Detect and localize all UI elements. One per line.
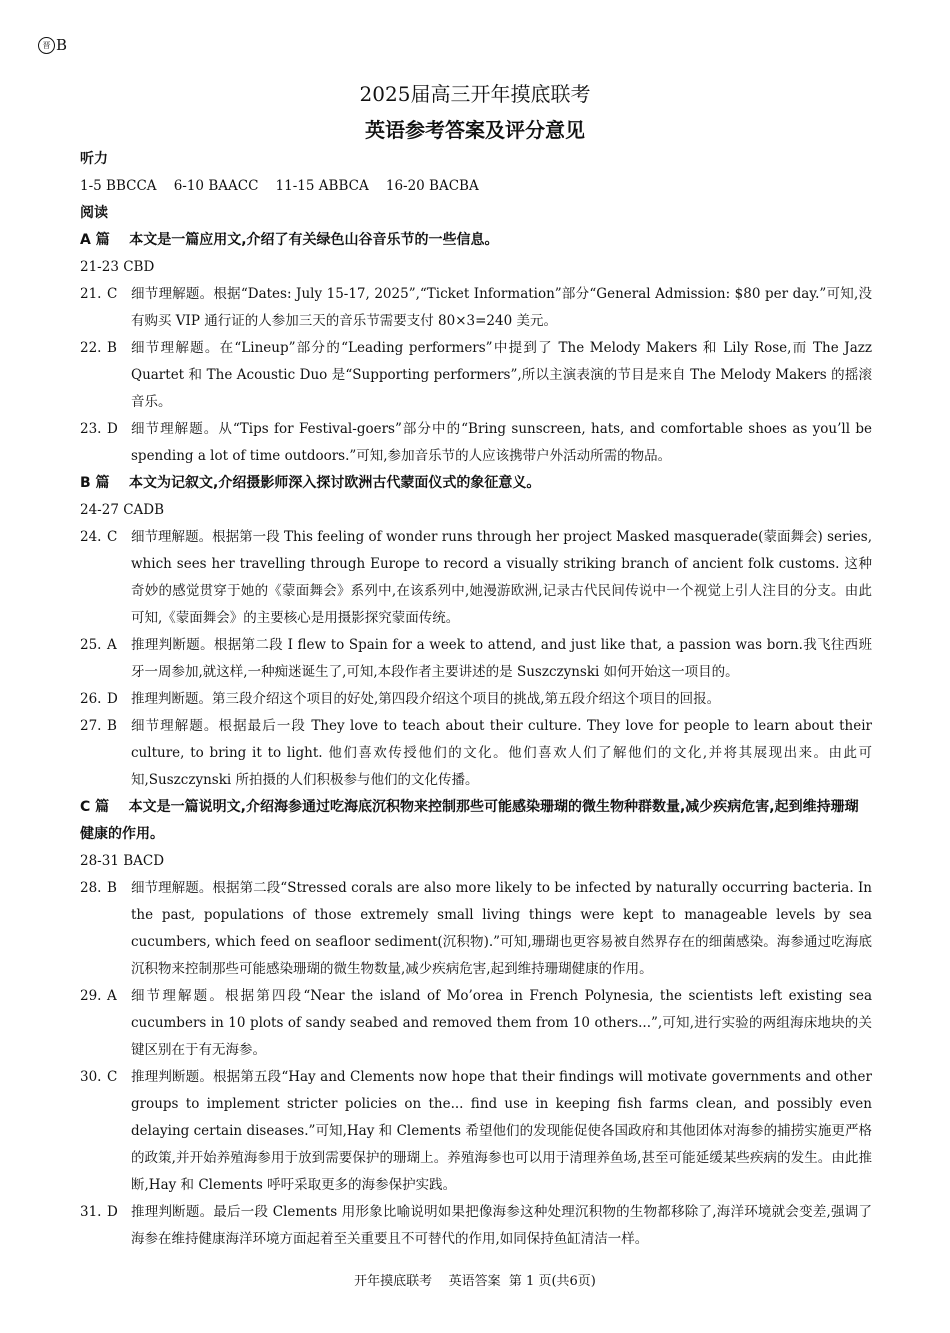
item-answer: A xyxy=(107,637,117,653)
exam-code-mark xyxy=(38,36,67,54)
section-b-heading: B 篇 本文为记叙文,介绍摄影师深入探讨欧洲古代蒙面仪式的象征意义。 xyxy=(80,475,541,491)
item-answer: B xyxy=(107,718,117,734)
item-explanation: 推理判断题。第三段介绍这个项目的好处,第四段介绍这个项目的挑战,第五段介绍这个项目的回报。 xyxy=(131,691,721,707)
answer-item xyxy=(80,983,872,1064)
answer-item xyxy=(80,1199,872,1253)
item-answer: C xyxy=(107,1069,118,1085)
item-answer: B xyxy=(107,340,117,356)
answer-item xyxy=(80,632,872,686)
item-answer: B xyxy=(107,880,117,896)
listening-answers: 1-5 BBCCA 6-10 BAACC 11-15 ABBCA 16-20 BACBA xyxy=(80,178,479,194)
answer-item xyxy=(80,524,872,632)
item-number: 29. xyxy=(80,988,102,1004)
listening-heading: 听力 xyxy=(80,151,108,167)
answer-item xyxy=(80,875,872,983)
item-answer: C xyxy=(107,286,118,302)
item-answer: A xyxy=(107,988,117,1004)
item-explanation: 推理判断题。根据第五段“Hay and Clements now hope that their findings will motivate governments and other groups to implement stricter policies on the... find use in keeping fish farms clean, and possibly even delaying certain diseases.”可知,Hay 和 Clements 希望他们的发现能促使各国政府和其他团体对海参的捕捞实施更严格的政策,并开始养殖海参用于放到需要保护的珊瑚上。养殖海参也可以用于清理养鱼场,甚至可能延缓某些疾病的发生。由此推断,Hay 和 Clements 呼吁采取更多的海参保护实践。 xyxy=(131,1069,872,1193)
item-number: 25. xyxy=(80,637,102,653)
item-explanation: 细节理解题。从“Tips for Festival-goers”部分中的“Bring sunscreen, hats, and comfortable shoes as you’ll be spending a lot of time outdoors.”可知,参加音乐节的人应该携带户外活动所需的物品。 xyxy=(131,421,872,464)
exam-code-circled: 晋 xyxy=(38,37,55,54)
answer-content xyxy=(80,146,872,1253)
item-explanation: 细节理解题。根据最后一段 They love to teach about their culture. They love for people to learn about their culture, to bring it to light. 他们喜欢传授他们的文化。他们喜欢人们了解他们的文化,并将其展现出来。由此可知,Suszczynski 所拍摄的人们积极参与他们的文化传播。 xyxy=(131,718,872,788)
page-title: 2025届高三开年摸底联考 xyxy=(359,82,591,106)
item-explanation: 细节理解题。根据第二段“Stressed corals are also more likely to be infected by naturally occurring bacteria. In the past, populations of those extremely small living things were kept to manageable levels by sea cucumbers, which feed on seafloor sediment(沉积物).”可知,珊瑚也更容易被自然界存在的细菌感染。海参通过吃海底沉积物来控制那些可能感染珊瑚的微生物数量,减少疾病危害,起到维持珊瑚健康的作用。 xyxy=(131,880,872,977)
section-c-range: 28-31 BACD xyxy=(80,853,165,869)
item-answer: D xyxy=(107,421,118,437)
item-number: 27. xyxy=(80,718,102,734)
answer-item xyxy=(80,281,872,335)
item-number: 28. xyxy=(80,880,102,896)
item-number: 21. xyxy=(80,286,102,302)
item-answer: C xyxy=(107,529,118,545)
section-c-heading: C 篇 本文是一篇说明文,介绍海参通过吃海底沉积物来控制那些可能感染珊瑚的微生物种群数量,减少疾病危害,起到维持珊瑚健康的作用。 xyxy=(80,799,859,842)
answer-item xyxy=(80,416,872,470)
item-explanation: 细节理解题。根据“Dates: July 15-17, 2025”,“Ticket Information”部分“General Admission: $80 per day.”可知,没有购买 VIP 通行证的人参加三天的音乐节需要支付 80×3=240 美元。 xyxy=(131,286,872,329)
reading-heading: 阅读 xyxy=(80,205,108,221)
item-explanation: 细节理解题。根据第一段 This feeling of wonder runs through her project Masked masquerade(蒙面舞会) series, which sees her travelling through Europe to record a visually striking branch of ancient folk customs. 这种奇妙的感觉贯穿于她的《蒙面舞会》系列中,在该系列中,她漫游欧洲,记录古代民间传说中一个视觉上引人注目的分支。由此可知,《蒙面舞会》的主要核心是用摄影探究蒙面传统。 xyxy=(131,529,872,626)
item-explanation: 推理判断题。根据第二段 I flew to Spain for a week to attend, and just like that, a passion was born.我飞往西班牙一周参加,就这样,一种痴迷诞生了,可知,本段作者主要讲述的是 Suszczynski 如何开始这一项目的。 xyxy=(131,637,872,680)
item-answer: D xyxy=(107,1204,118,1220)
page-subtitle: 英语参考答案及评分意见 xyxy=(365,118,585,142)
item-explanation: 细节理解题。在“Lineup”部分的“Leading performers”中提到了 The Melody Makers 和 Lily Rose,而 The Jazz Quartet 和 The Acoustic Duo 是“Supporting performers”,所以主演表演的节目是来自 The Melody Makers 的摇滚音乐。 xyxy=(131,340,872,410)
answer-item xyxy=(80,335,872,416)
section-a-range: 21-23 CBD xyxy=(80,259,155,275)
item-explanation: 推理判断题。最后一段 Clements 用形象比喻说明如果把像海参这种处理沉积物的生物都移除了,海洋环境就会变差,强调了海参在维持健康海洋环境方面起着至关重要且不可替代的作用,如同保持鱼缸清洁一样。 xyxy=(131,1204,872,1247)
item-number: 30. xyxy=(80,1069,102,1085)
item-number: 23. xyxy=(80,421,102,437)
item-number: 22. xyxy=(80,340,102,356)
section-b-range: 24-27 CADB xyxy=(80,502,165,518)
exam-code-letter: B xyxy=(56,36,68,54)
section-a-heading: A 篇 本文是一篇应用文,介绍了有关绿色山谷音乐节的一些信息。 xyxy=(80,232,499,248)
answer-item xyxy=(80,713,872,794)
item-answer: D xyxy=(107,691,118,707)
answer-item xyxy=(80,1064,872,1199)
item-number: 26. xyxy=(80,691,102,707)
page-footer: 开年摸底联考 英语答案 第 1 页(共6页) xyxy=(354,1274,596,1289)
item-number: 31. xyxy=(80,1204,102,1220)
answer-item xyxy=(80,686,872,713)
item-number: 24. xyxy=(80,529,102,545)
item-explanation: 细节理解题。根据第四段“Near the island of Mo’orea in French Polynesia, the scientists left existing sea cucumbers in 10 plots of sandy seabed and removed them from 10 others...”,可知,进行实验的两组海床地块的关键区别在于有无海参。 xyxy=(131,988,872,1058)
